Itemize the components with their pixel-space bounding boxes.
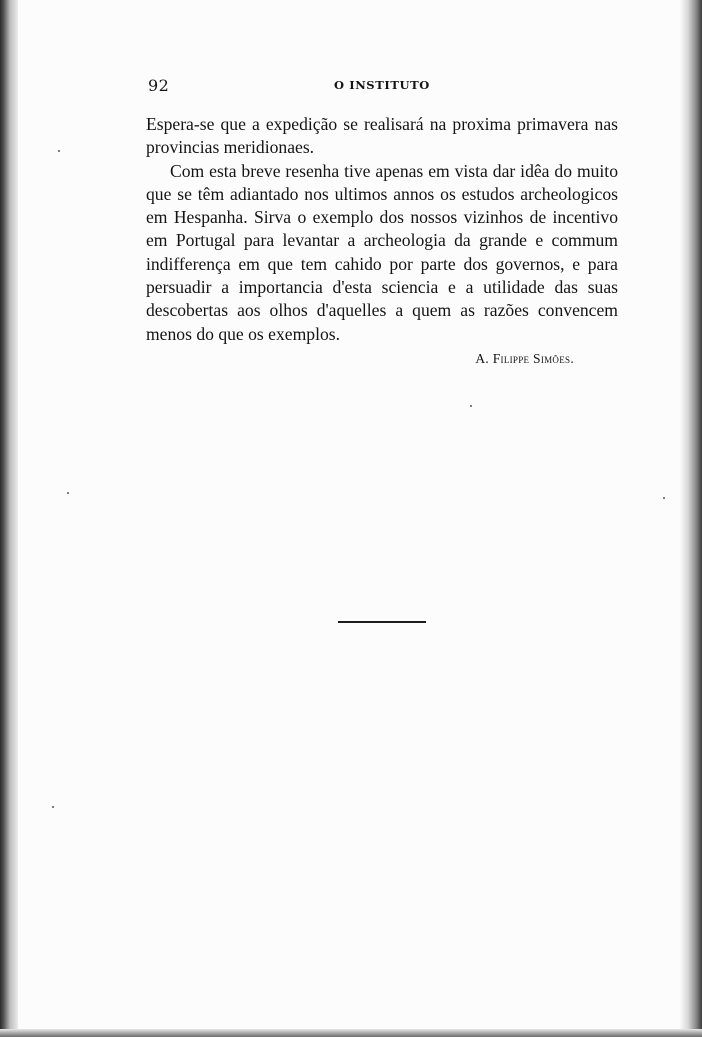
book-gutter-shadow <box>0 0 18 1037</box>
page-header <box>146 74 618 98</box>
paper-speck <box>470 405 472 407</box>
page-number: 92 <box>148 76 170 95</box>
paper-speck <box>58 150 60 152</box>
page-content <box>146 74 618 367</box>
paragraph: Com esta breve resenha tive apenas em vista dar idêa do muito que se têm adiantado nos ultimos annos os estudos archeologicos em Hespanha. Sirva o exemplo dos nossos vizinhos de incentivo em Portugal para levantar a archeologia da grande e commum indifferença em que tem cahido por parte dos governos, e para persuadir a importancia d'esta sciencia e a utilidade das suas descobertas aos olhos d'aquelles a quem as razões convencem menos do que os exemplos. <box>146 160 618 344</box>
article-body <box>146 113 618 346</box>
page-edge-shadow <box>680 0 702 1037</box>
paper-speck <box>663 497 665 499</box>
page-bottom-shadow <box>0 1029 702 1037</box>
paragraph: Espera-se que a expedição se realisará na proxima primavera nas provincias meridionaes. <box>146 114 618 158</box>
end-rule <box>338 621 426 623</box>
paper-speck <box>67 492 69 494</box>
running-head: O INSTITUTO <box>334 78 430 92</box>
author-signature: A. Filippe Simões. <box>475 350 574 366</box>
paper-speck <box>52 806 54 808</box>
